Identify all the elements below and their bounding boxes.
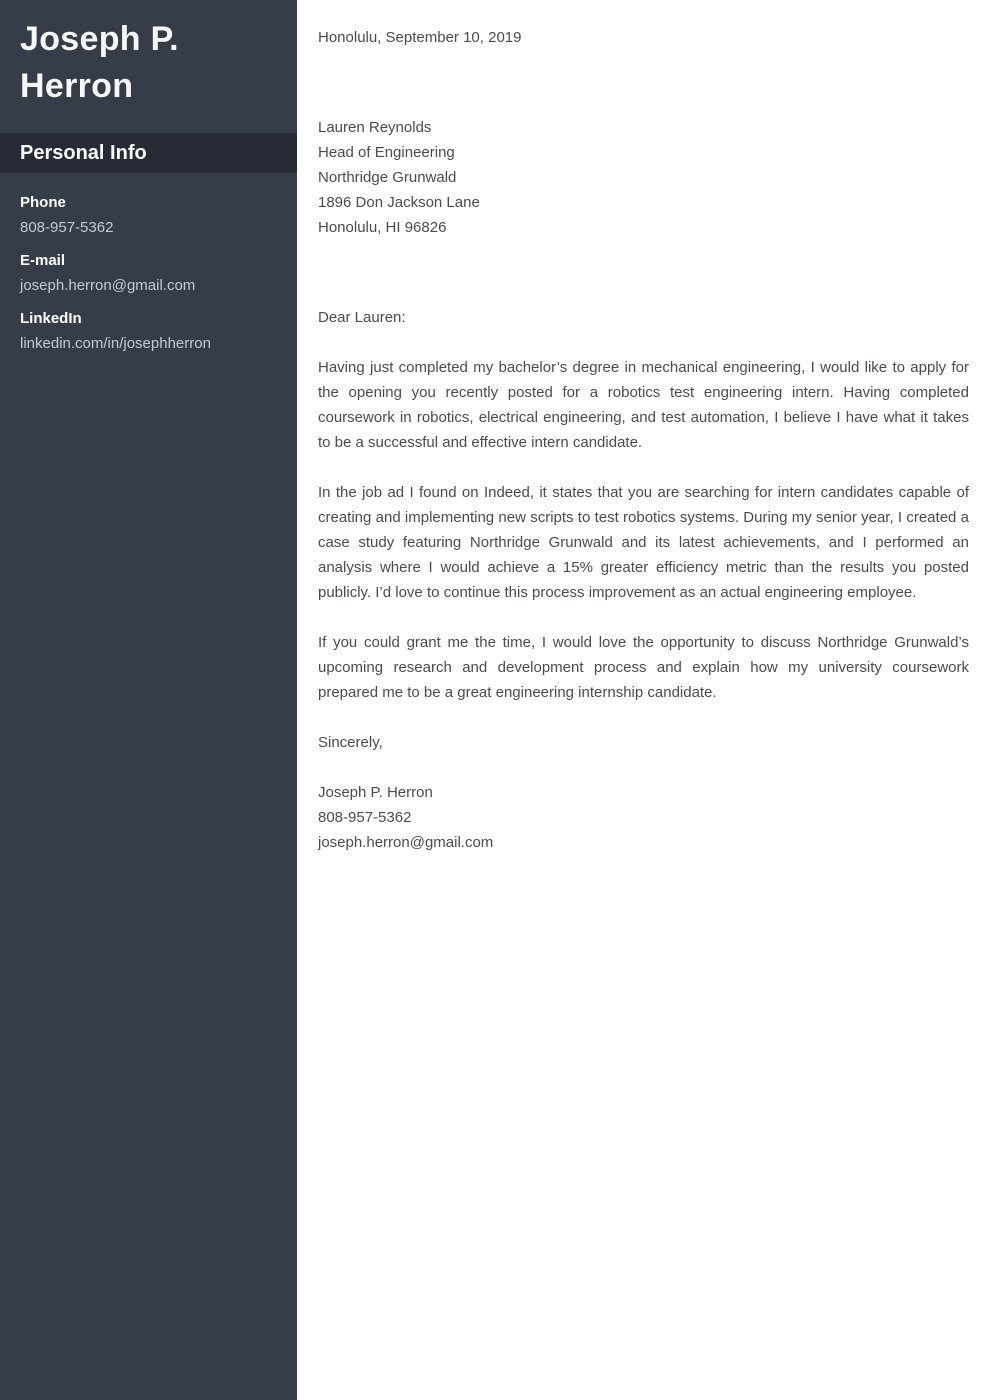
recipient-block <box>318 115 969 240</box>
contact-item-linkedin <box>20 306 277 356</box>
body-paragraph-2: In the job ad I found on Indeed, it states that you are searching for intern candidates capable of creating and implementing new scripts to test robotics systems. During my senior year, I created a case study featuring Northridge Grunwald and its latest achievements, and I performed an analysis where I would achieve a 15% greater efficiency metric than the results you posted publicly. I’d love to continue this process improvement as an actual engineering employee. <box>318 484 969 601</box>
email-value: joseph.herron@gmail.com <box>20 277 196 294</box>
contact-list <box>0 173 297 356</box>
candidate-name: Joseph P. Herron <box>20 20 179 105</box>
contact-item-phone <box>20 190 277 240</box>
contact-item-email <box>20 248 277 298</box>
sidebar <box>0 0 297 1400</box>
personal-info-heading: Personal Info <box>0 133 297 173</box>
date-line: Honolulu, September 10, 2019 <box>318 29 522 46</box>
signature-block <box>318 780 969 855</box>
recipient-name: Lauren Reynolds <box>318 119 432 136</box>
body-paragraph-1: Having just completed my bachelor’s degree in mechanical engineering, I would like to apply for the opening you recently posted for a robotics test engineering intern. Having completed coursework in robotics, electrical engineering, and test automation, I believe I have what it takes to be a successful and effective intern candidate. <box>318 359 969 451</box>
signature-email: joseph.herron@gmail.com <box>318 834 494 851</box>
linkedin-label: LinkedIn <box>20 310 82 327</box>
body-paragraph-3: If you could grant me the time, I would love the opportunity to discuss Northridge Grunwald’s upcoming research and development process and explain how my university coursework prepared me to be a great engineering internship candidate. <box>318 634 969 701</box>
recipient-street: 1896 Don Jackson Lane <box>318 194 480 211</box>
phone-label: Phone <box>20 194 66 211</box>
closing: Sincerely, <box>318 734 383 751</box>
recipient-city: Honolulu, HI 96826 <box>318 219 447 236</box>
letter-body <box>297 0 990 1400</box>
signature-phone: 808-957-5362 <box>318 809 412 826</box>
recipient-job-title: Head of Engineering <box>318 144 455 161</box>
salutation: Dear Lauren: <box>318 309 406 326</box>
recipient-company: Northridge Grunwald <box>318 169 457 186</box>
email-label: E-mail <box>20 252 66 269</box>
phone-value: 808-957-5362 <box>20 219 114 236</box>
linkedin-value: linkedin.com/in/josephherron <box>20 335 211 352</box>
signature-name: Joseph P. Herron <box>318 784 433 801</box>
